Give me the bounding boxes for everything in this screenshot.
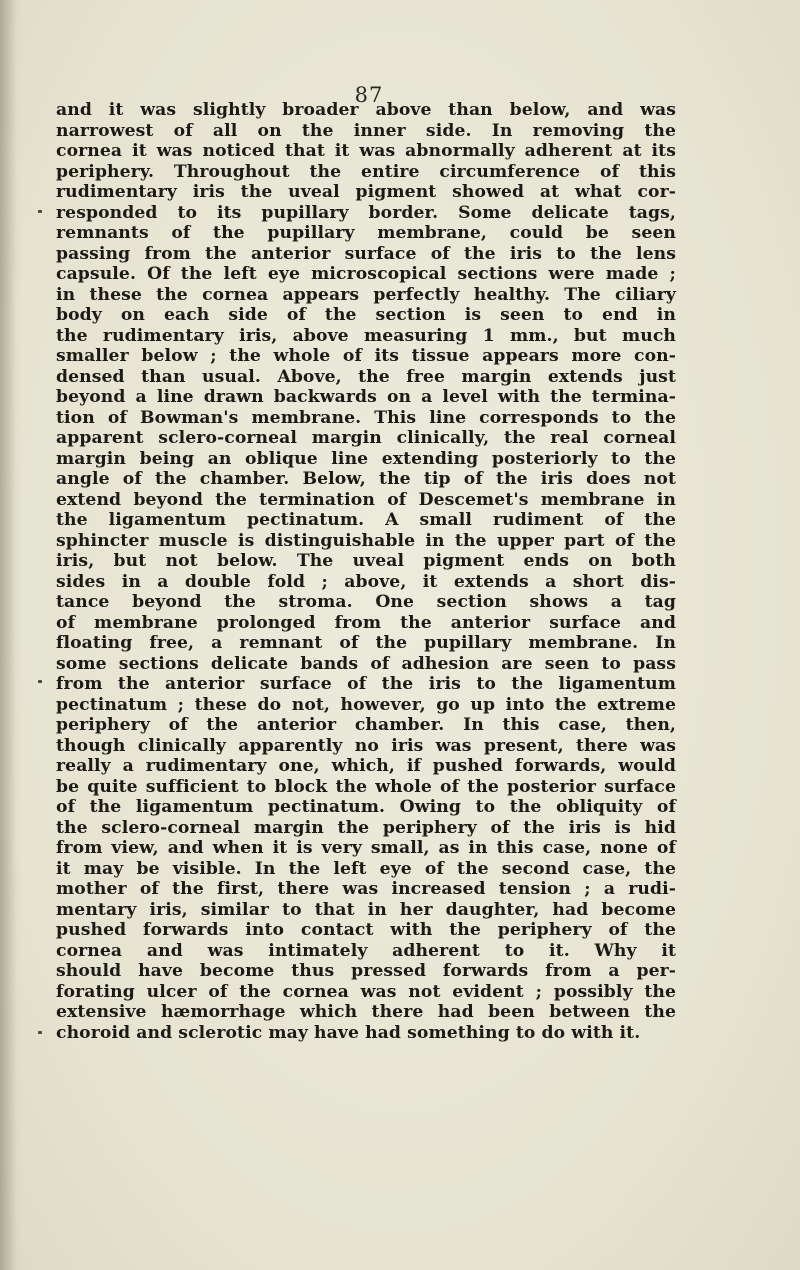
text-line: should have become thus pressed forwards from a per- — [56, 961, 676, 981]
text-line: extensive hæmorrhage which there had been between the — [56, 1002, 676, 1022]
body-text — [56, 100, 676, 1043]
text-line: margin being an oblique line extending posteriorly to the — [56, 448, 676, 469]
text-line: from the anterior surface of the iris to the ligamentum — [56, 674, 676, 694]
text-line: of the ligamentum pectinatum. Owing to the obliquity of — [56, 797, 676, 817]
text-line: in these the cornea appears perfectly healthy. The ciliary — [56, 284, 676, 305]
text-line: pectinatum ; these do not, however, go up into the extreme — [56, 694, 676, 715]
text-line: rudimentary iris the uveal pigment showed at what cor- — [56, 182, 676, 202]
text-line: of membrane prolonged from the anterior surface and — [56, 612, 676, 633]
text-line: angle of the chamber. Below, the tip of the iris does not — [56, 469, 676, 489]
text-line: choroid and sclerotic may have had something to do with it. — [56, 1022, 641, 1043]
text-line: periphery. Throughout the entire circumference of this — [56, 161, 676, 182]
text-line: cornea and was intimately adherent to it. Why it — [56, 940, 676, 961]
text-line: though clinically apparently no iris was present, there was — [56, 735, 676, 756]
text-line: extend beyond the termination of Descemet's membrane in — [56, 489, 676, 510]
text-line: apparent sclero-corneal margin clinically, the real corneal — [56, 428, 676, 448]
text-line: it may be visible. In the left eye of the second case, the — [56, 858, 676, 879]
text-line: some sections delicate bands of adhesion are seen to pass — [56, 653, 676, 674]
page-number: 87 — [354, 83, 384, 107]
text-line: mentary iris, similar to that in her daughter, had become — [56, 899, 676, 920]
text-line: capsule. Of the left eye microscopical sections were made ; — [56, 264, 676, 284]
text-line: the rudimentary iris, above measuring 1 mm., but much — [56, 325, 676, 346]
text-line: pushed forwards into contact with the periphery of the — [56, 920, 676, 940]
text-line: periphery of the anterior chamber. In this case, then, — [56, 715, 676, 735]
text-line: iris, but not below. The uveal pigment ends on both — [56, 551, 676, 571]
text-line: be quite sufficient to block the whole of the posterior surface — [56, 776, 676, 797]
text-line: cornea it was noticed that it was abnormally adherent at its — [56, 141, 676, 161]
text-line: remnants of the pupillary membrane, could be seen — [56, 223, 676, 243]
text-line: really a rudimentary one, which, if pushed forwards, would — [56, 756, 676, 776]
text-line: from view, and when it is very small, as in this case, none of — [56, 838, 676, 858]
text-line: and it was slightly broader above than below, and was — [56, 100, 676, 120]
text-line: mother of the first, there was increased tension ; a rudi- — [56, 879, 676, 899]
margin-mark — [38, 1031, 42, 1034]
text-line: sphincter muscle is distinguishable in the upper part of the — [56, 530, 676, 551]
text-line: beyond a line drawn backwards on a level with the termina- — [56, 387, 676, 407]
text-line: floating free, a remnant of the pupillary membrane. In — [56, 633, 676, 653]
text-line: passing from the anterior surface of the iris to the lens — [56, 243, 676, 264]
margin-mark — [38, 210, 42, 213]
text-line: body on each side of the section is seen to end in — [56, 305, 676, 325]
text-line: the sclero-corneal margin the periphery of the iris is hid — [56, 817, 676, 838]
text-line: tion of Bowman's membrane. This line corresponds to the — [56, 407, 676, 428]
text-line: smaller below ; the whole of its tissue appears more con- — [56, 346, 676, 366]
text-line: the ligamentum pectinatum. A small rudiment of the — [56, 510, 676, 530]
text-line: densed than usual. Above, the free margin extends just — [56, 366, 676, 387]
text-line: forating ulcer of the cornea was not evident ; possibly the — [56, 981, 676, 1002]
page-gutter-shadow — [0, 0, 16, 1270]
text-line: responded to its pupillary border. Some delicate tags, — [56, 202, 676, 223]
text-line: sides in a double fold ; above, it extends a short dis- — [56, 571, 676, 592]
text-line: tance beyond the stroma. One section shows a tag — [56, 592, 676, 612]
margin-mark — [38, 680, 42, 683]
text-line: narrowest of all on the inner side. In removing the — [56, 120, 676, 141]
